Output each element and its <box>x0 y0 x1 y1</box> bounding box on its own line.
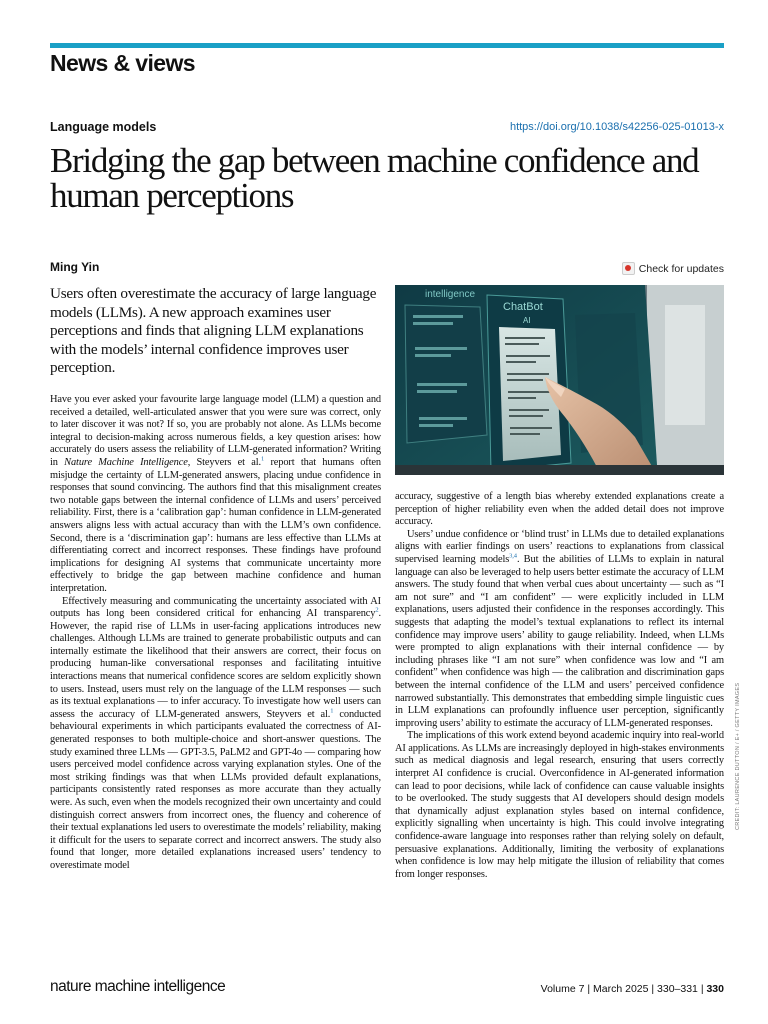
header-rule <box>50 43 724 48</box>
citation-text: Volume 7 | March 2025 | 330–331 | <box>540 983 704 995</box>
doi-link[interactable]: https://doi.org/10.1038/s42256-025-01013-x <box>509 121 724 133</box>
paragraph: Users’ undue confidence or ‘blind trust’ in LLMs due to detailed explanations aligns with earlier findings on users’ reactions to explanations from classical supervised learning models$^{3,4}$. But the abilities of LLMs to explain in natural language can also be leveraged to help users better estimate the accuracy of LLM answers. The study found that when verbal cues about uncertainty — such as “I am not sure” and “I am confident” — were explicitly included in LLM explanations, users adjusted their confidence in the responses accordingly. This suggests that adapting the model’s textual explanations to reflect its internal confidence may improve users’ ability to gauge reliability. Indeed, when LLMs were prompted to align explanations with their internal confidence — by including phrases like “I am not sure” when confidence was low and “I am confident” when confidence was high — the calibration and discrimination gaps between the internal confidence of the LLM and users’ perceived confidence narrowed substantially. This demonstrates that embedding simple linguistic cues in LLM explanations can profoundly influence user perception, significantly improving users’ ability to estimate the accuracy of LLM-generated responses. <box>395 528 724 729</box>
reference-link[interactable]: 1 <box>260 455 265 463</box>
body-column-2 <box>395 491 724 881</box>
article-photo <box>395 285 724 475</box>
panel-subtitle: AI <box>523 316 531 325</box>
body-column-1 <box>50 394 381 873</box>
section-title: News & views <box>50 50 195 76</box>
paragraph: accuracy, suggestive of a length bias whereby extended explanations create a perception of higher reliability even when the added detail does not improve accuracy. <box>395 491 724 528</box>
check-updates-label: Check for updates <box>638 262 724 275</box>
page-citation <box>541 983 724 995</box>
standfirst: Users often overestimate the accuracy of large language models (LLMs). A new approach examines user perceptions and finds that aligning LLM explanations with the models’ internal confidence improves user perception. <box>50 285 377 376</box>
check-updates-button[interactable] <box>622 262 724 275</box>
panel-title: ChatBot <box>503 301 543 313</box>
page-number: 330 <box>706 983 724 995</box>
paragraph: Have you ever asked your favourite large language model (LLM) a question and received a detailed, well-articulated answer that you were sure was correct, only to later discover it was not? If so, you are probably not alone. As LLMs become integral to decision-making across numerous fields, a key question arises: how accurately do users assess the reliability of LLM-generated information? Writing in Nature Machine Intelligence, Steyvers et al.$^1$ report that humans often misjudge the certainty of LLM-generated answers, placing undue confidence in responses that sound convincing. The authors find that this misalignment creates two notable gaps between the internal confidence of LLMs and users’ perceived reliability. First, there is a ‘calibration gap’: human confidence in LLM-generated answers aligns less with actual accuracy than with the LLM’s own confidence. Second, there is a ‘discrimination gap’: humans are less effective than LLMs at differentiating correct and incorrect responses. These findings have profound implications for designing AI systems that communicate uncertainty more effectively to bridge the gap between machine confidence and human interpretation. <box>50 394 381 594</box>
paragraph: Effectively measuring and communicating the uncertainty associated with AI outputs has long been considered critical for enhancing AI transparency$^2$. However, the rapid rise of LLMs in user-facing applications introduces new challenges. Although LLMs are trained to generate probabilistic outputs and can internally estimate the likelihood that their answers are correct, their focus on producing human-like conversational responses and facilitating intuitive interactions means that numerical confidence scores are seldom explicitly shown to users. Instead, users must rely on the language of the LLM responses — such as its textual explanations — to infer accuracy. To investigate how well users can assess the accuracy of LLM-generated answers, Steyvers et al.$^1$ conducted behavioural experiments in which participants evaluated the correctness of AI-generated responses to both multiple-choice and short-answer questions. The study examined three LLMs — GPT-3.5, PaLM2 and GPT-4o — comparing how users perceived model confidence across varying explanation styles. One of the most striking findings was that when LLMs provided default explanations, participants consistently rated responses as more accurate than they actually were. As such, even when the models recognized their own uncertainty and could distinguish correct answers from incorrect ones, the fluency and coherence of their textual explanations led users to overestimate the models’ reliability, making it difficult for the users to separate correct and incorrect answers. The study also found that longer, more detailed explanations increased users’ tendency to overestimate model <box>50 595 381 871</box>
reference-link[interactable]: 3,4 <box>509 552 517 560</box>
screen-title: intelligence <box>425 289 476 300</box>
reference-link[interactable]: 1 <box>330 707 334 715</box>
reference-link[interactable]: 2 <box>375 606 379 614</box>
paragraph: The implications of this work extend beyond academic inquiry into real-world AI applications. As LLMs are increasingly deployed in high-stakes environments such as medical diagnosis and legal research, ensuring that users correctly interpret AI confidence is crucial. Overconfidence in AI-generated information can lead to poor decisions, while lack of confidence can cause valuable insights to be overlooked. The study suggests that AI developers should design models that dynamically adjust explanation styles based on internal confidence, explicitly signalling when uncertainty is high. This could involve integrating confidence-aware language into responses rather than relying solely on default, persuasive explanations. Additionally, limiting the verbosity of explanations when confidence is low may help mitigate the illusion of reliability that comes from longer responses. <box>395 730 724 880</box>
article-title: Bridging the gap between machine confidence and human perceptions <box>50 141 699 215</box>
journal-name: Nature Machine Intelligence <box>64 456 188 468</box>
check-updates-icon <box>622 262 635 275</box>
photo-credit: CREDIT: LAURENCE DUTTON / E+ / GETTY IMAGES <box>735 682 741 830</box>
article-kicker: Language models <box>50 120 157 134</box>
author-name[interactable]: Ming Yin <box>50 260 100 274</box>
journal-logo: nature machine intelligence <box>50 978 226 995</box>
